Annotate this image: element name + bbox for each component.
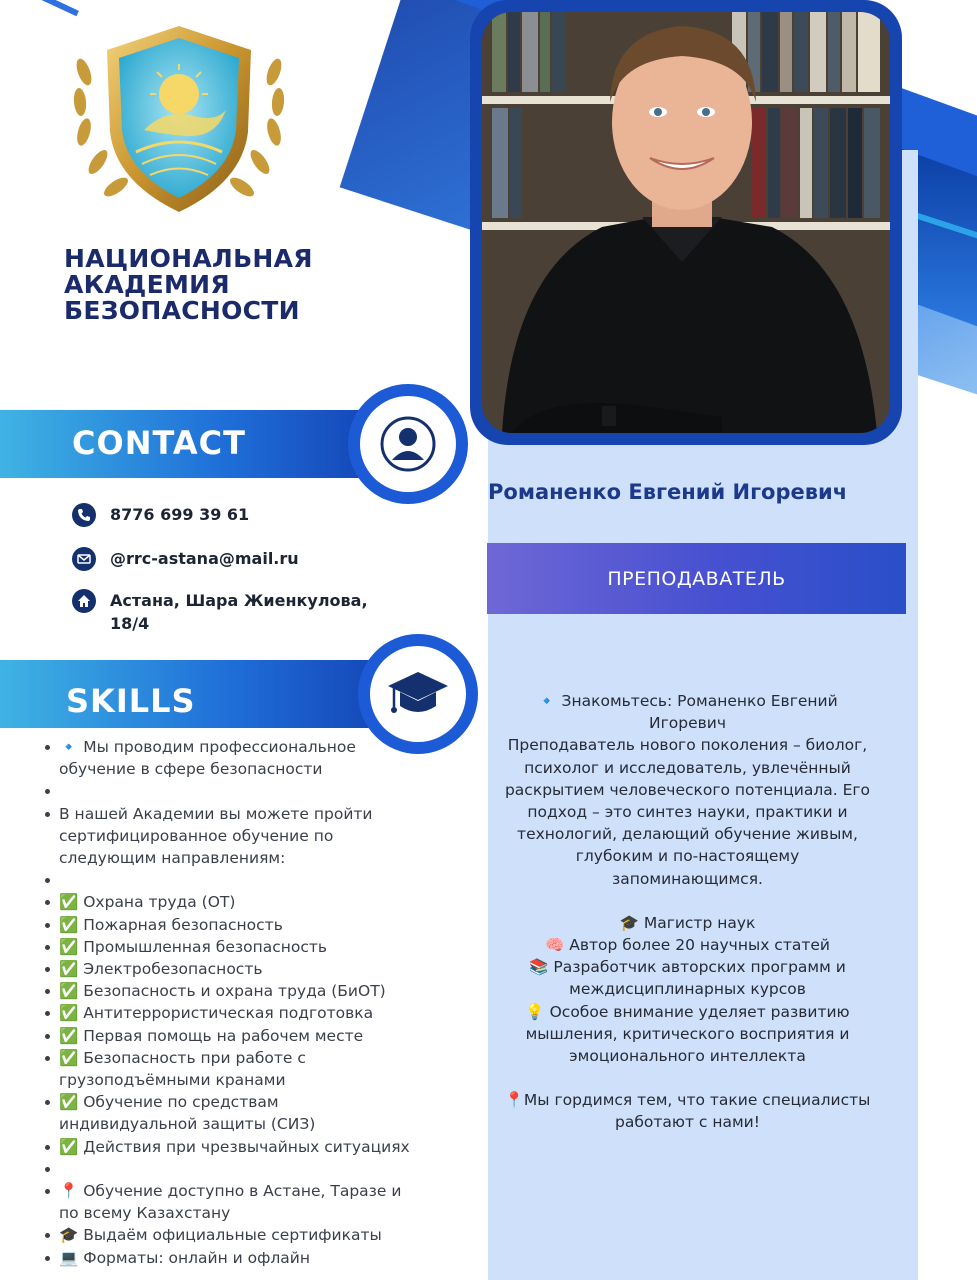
skill-item: 🎓 Выдаём официальные сертификаты: [44, 1224, 414, 1246]
skill-item: [44, 869, 414, 891]
skill-item: 🔹 Мы проводим профессиональное обучение в сфере безопасности: [44, 736, 414, 780]
skill-item: ✅ Первая помощь на рабочем месте: [44, 1025, 414, 1047]
skills-heading: SKILLS: [66, 682, 196, 720]
skill-item: ✅ Электробезопасность: [44, 958, 414, 980]
academy-logo: [66, 12, 292, 220]
profile-photo-frame: [470, 0, 902, 445]
academy-name-line: АКАДЕМИЯ: [64, 270, 230, 299]
phone-number: 8776 699 39 61: [110, 505, 250, 524]
skill-item: ✅ Промышленная безопасность: [44, 936, 414, 958]
person-name: Романенко Евгений Игоревич: [488, 480, 848, 504]
home-icon: [72, 589, 96, 613]
description-bio: Преподаватель нового поколения – биолог, психолог и исследователь, увлечённый раскрытием человеческого потенциала. Его подход – это синтез науки, практики и технологий, делающий обучение живым, глубоким и по-настоящему запоминающимся.: [504, 736, 871, 888]
skill-item: ✅ Безопасность при работе с грузоподъёмными кранами: [44, 1047, 414, 1091]
profile-description: [500, 690, 875, 1134]
contact-phone[interactable]: [72, 503, 249, 527]
mail-icon: [72, 547, 96, 571]
skill-item: В нашей Академии вы можете пройти сертифицированное обучение по следующим направлениям:: [44, 803, 414, 870]
skill-item: ✅ Действия при чрезвычайных ситуациях: [44, 1136, 414, 1158]
skill-item: ✅ Безопасность и охрана труда (БиОТ): [44, 980, 414, 1002]
academy-name-line: БЕЗОПАСНОСТИ: [64, 296, 300, 325]
skill-item: ✅ Обучение по средствам индивидуальной защиты (СИЗ): [44, 1091, 414, 1135]
skill-item: ✅ Охрана труда (ОТ): [44, 891, 414, 913]
contact-address: [72, 589, 368, 635]
skills-list: [44, 736, 414, 1269]
academy-name-line: НАЦИОНАЛЬНАЯ: [64, 244, 313, 273]
contact-email[interactable]: [72, 547, 299, 571]
description-developer: 📚 Разработчик авторских программ и междисциплинарных курсов: [529, 958, 846, 999]
academy-name: [64, 246, 364, 324]
graduation-cap-icon: [386, 668, 450, 720]
skill-item: [44, 1158, 414, 1180]
description-intro: 🔹 Знакомьтесь: Романенко Евгений Игоревич: [537, 692, 838, 733]
contact-badge: [348, 384, 468, 504]
skill-item: 💻 Форматы: онлайн и офлайн: [44, 1247, 414, 1269]
phone-icon: [72, 503, 96, 527]
skill-item: ✅ Антитеррористическая подготовка: [44, 1002, 414, 1024]
skills-badge-inner: [370, 646, 466, 742]
description-focus: 💡 Особое внимание уделяет развитию мышления, критического восприятия и эмоционального интеллекта: [525, 1002, 850, 1066]
skill-item: 📍 Обучение доступно в Астане, Таразе и по всему Казахстану: [44, 1180, 414, 1224]
address-text: [110, 589, 368, 635]
profile-photo: [482, 12, 890, 433]
skill-item: ✅ Пожарная безопасность: [44, 914, 414, 936]
contact-badge-inner: [360, 396, 456, 492]
description-degree: 🎓 Магистр наук: [619, 913, 756, 932]
description-closing: 📍Мы гордимся тем, что такие специалисты работают с нами!: [504, 1091, 871, 1132]
role-label: ПРЕПОДАВАТЕЛЬ: [607, 567, 786, 590]
contact-heading: CONTACT: [72, 424, 246, 462]
description-author: 🧠 Автор более 20 научных статей: [545, 936, 830, 955]
user-icon: [380, 416, 436, 472]
address-line: Астана, Шара Жиенкулова,: [110, 591, 368, 610]
skill-item: [44, 780, 414, 802]
role-banner: [487, 543, 906, 614]
address-line: 18/4: [110, 614, 150, 633]
email-address: @rrc-astana@mail.ru: [110, 549, 299, 568]
